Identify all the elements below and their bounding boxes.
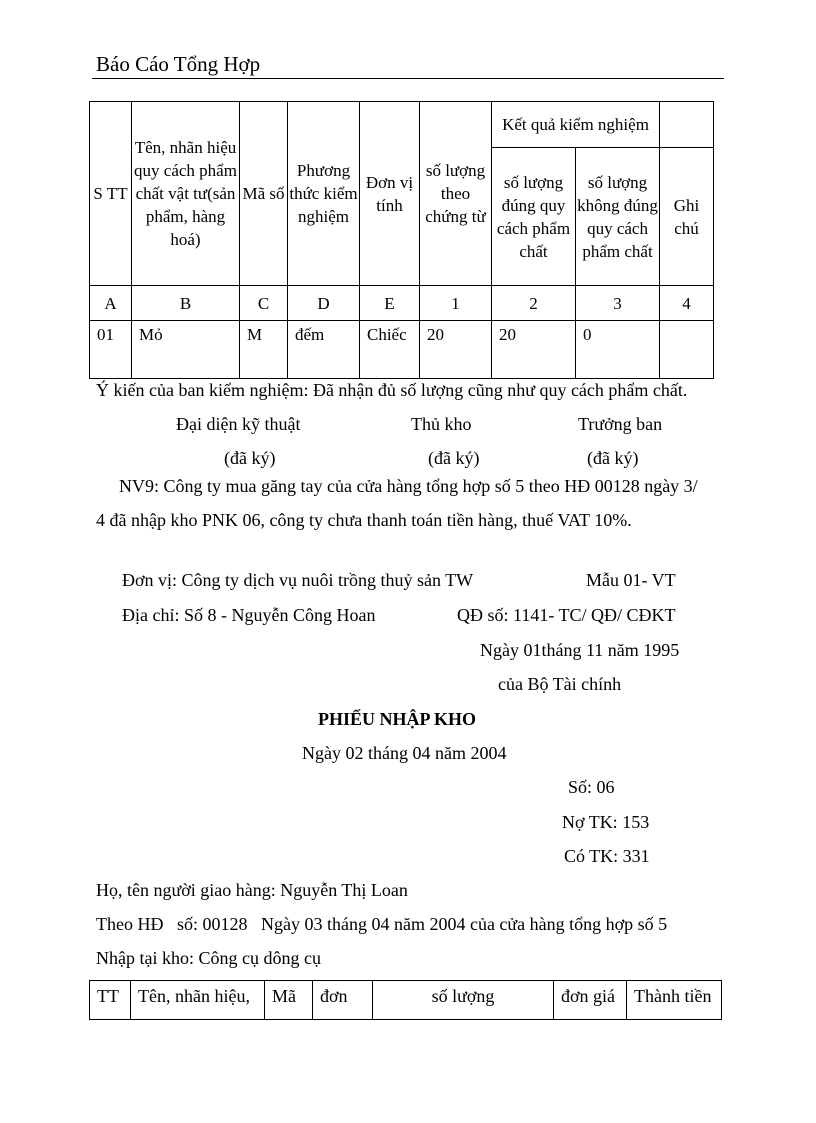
cell-stt: 01 bbox=[90, 321, 132, 379]
cell-method: đếm bbox=[288, 321, 360, 379]
header-not-ok-qty: số lượng không đúng quy cách phẩm chất bbox=[576, 148, 660, 286]
cell-ok-qty: 20 bbox=[492, 321, 576, 379]
contract-reference: Theo HĐ số: 00128 Ngày 03 tháng 04 năm 2004 của cửa hàng tổng hợp số 5 bbox=[96, 914, 668, 934]
letter-cell: D bbox=[288, 286, 360, 321]
receipt-header-code: Mã bbox=[265, 981, 313, 1020]
letter-cell: 4 bbox=[660, 286, 714, 321]
inspection-table bbox=[89, 101, 714, 379]
letter-cell: B bbox=[132, 286, 240, 321]
signed-note: (đã ký) bbox=[587, 448, 639, 468]
header-stt: S TT bbox=[90, 102, 132, 286]
receipt-header-amount: Thành tiền bbox=[627, 981, 722, 1020]
company-unit: Đơn vị: Công ty dịch vụ nuôi trồng thuỷ sản TW bbox=[122, 570, 474, 590]
header-result-group: Kết quả kiểm nghiệm bbox=[492, 102, 660, 148]
receipt-number: Số: 06 bbox=[568, 777, 615, 797]
signature-technical: Đại diện kỹ thuật bbox=[176, 414, 301, 434]
receipt-header-unit: đơn bbox=[313, 981, 373, 1020]
cell-doc-qty: 20 bbox=[420, 321, 492, 379]
issuing-ministry: của Bộ Tài chính bbox=[498, 674, 622, 694]
receipt-header-name: Tên, nhãn hiệu, bbox=[131, 981, 265, 1020]
header-code: Mã số bbox=[240, 102, 288, 286]
inspection-opinion: Ý kiến của ban kiểm nghiệm: Đã nhận đủ số lượng cũng như quy cách phẩm chất. bbox=[96, 380, 688, 400]
cell-note bbox=[660, 321, 714, 379]
header-divider bbox=[92, 78, 724, 79]
signed-note: (đã ký) bbox=[224, 448, 276, 468]
header-unit: Đơn vị tính bbox=[360, 102, 420, 286]
letter-cell: 3 bbox=[576, 286, 660, 321]
cell-unit: Chiếc bbox=[360, 321, 420, 379]
debit-account: Nợ TK: 153 bbox=[562, 812, 650, 832]
nv9-line-1: NV9: Công ty mua găng tay của cửa hàng tổng hợp số 5 theo HĐ 00128 ngày 3/ bbox=[119, 476, 698, 496]
receipt-header-unit-price: đơn giá bbox=[554, 981, 627, 1020]
warehouse-location: Nhập tại kho: Công cụ dông cụ bbox=[96, 948, 321, 968]
deliverer-name: Họ, tên người giao hàng: Nguyễn Thị Loan bbox=[96, 880, 408, 900]
decision-date: Ngày 01tháng 11 năm 1995 bbox=[480, 640, 680, 660]
signature-head: Trưởng ban bbox=[578, 414, 663, 434]
letter-cell: E bbox=[360, 286, 420, 321]
cell-code: M bbox=[240, 321, 288, 379]
letter-cell: C bbox=[240, 286, 288, 321]
header-note: Ghi chú bbox=[660, 148, 714, 286]
receipt-header-tt: TT bbox=[90, 981, 131, 1020]
signature-storekeeper: Thủ kho bbox=[411, 414, 472, 434]
receipt-title: PHIẾU NHẬP KHO bbox=[318, 709, 477, 729]
cell-not-ok-qty: 0 bbox=[576, 321, 660, 379]
table-row bbox=[90, 321, 714, 379]
credit-account: Có TK: 331 bbox=[564, 846, 650, 866]
letter-cell: 1 bbox=[420, 286, 492, 321]
header-doc-qty: số lượng theo chứng từ bbox=[420, 102, 492, 286]
letter-cell: 2 bbox=[492, 286, 576, 321]
company-address: Địa chỉ: Số 8 - Nguyễn Công Hoan bbox=[122, 605, 376, 625]
header-method: Phương thức kiểm nghiệm bbox=[288, 102, 360, 286]
receipt-header-quantity: số lượng bbox=[373, 981, 554, 1020]
header-title: Báo Cáo Tổng Hợp bbox=[96, 52, 261, 76]
header-ok-qty: số lượng đúng quy cách phẩm chất bbox=[492, 148, 576, 286]
signed-note: (đã ký) bbox=[428, 448, 480, 468]
form-code: Mẫu 01- VT bbox=[586, 570, 676, 590]
header-name: Tên, nhãn hiệu quy cách phẩm chất vật tư(sản phẩm, hàng hoá) bbox=[132, 102, 240, 286]
header-blank bbox=[660, 102, 714, 148]
decision-number: QĐ số: 1141- TC/ QĐ/ CĐKT bbox=[457, 605, 676, 625]
cell-name: Mỏ bbox=[132, 321, 240, 379]
nv9-line-2: 4 đã nhập kho PNK 06, công ty chưa thanh toán tiền hàng, thuế VAT 10%. bbox=[96, 510, 632, 530]
receipt-date: Ngày 02 tháng 04 năm 2004 bbox=[302, 743, 507, 763]
letter-cell: A bbox=[90, 286, 132, 321]
receipt-table bbox=[89, 980, 722, 1020]
